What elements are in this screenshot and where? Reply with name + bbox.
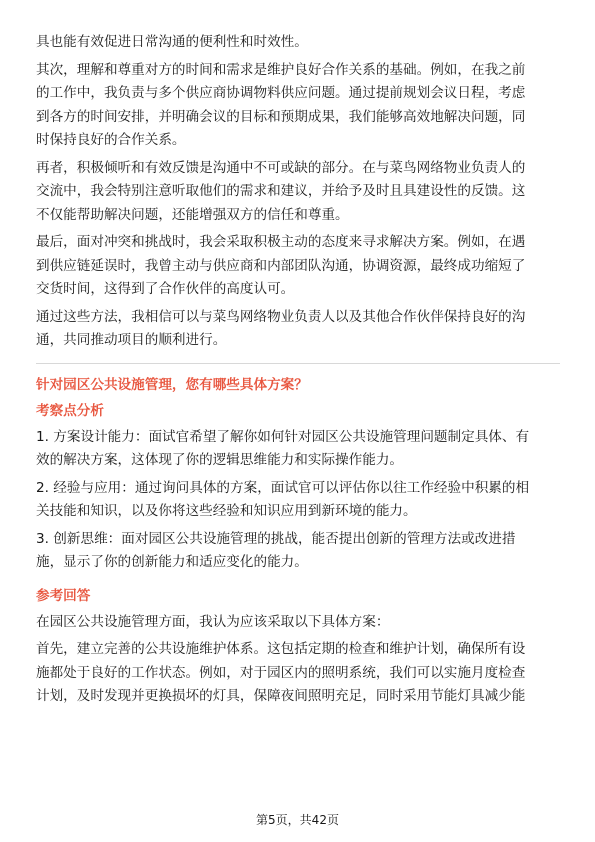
document-body xyxy=(36,31,560,713)
page-number: 第5页，共42页 xyxy=(256,813,339,827)
intro-paragraph: 最后，面对冲突和挑战时，我会采取积极主动的态度来寻求解决方案。例如，在遇 到供应链延误时，我曾主动与供应商和内部团队沟通，协调资源，最终成功缩短了 交货时间，这得到了合作伙伴的高度认可。 xyxy=(36,234,526,297)
answer-paragraph: 在园区公共设施管理方面，我认为应该采取以下具体方案： xyxy=(36,613,390,630)
analysis-item: 3. 创新思维：面对园区公共设施管理的挑战，能否提出创新的管理方法或改进措 施，显示了你的创新能力和适应变化的能力。 xyxy=(36,530,516,570)
intro-paragraph: 其次，理解和尊重对方的时间和需求是维护良好合作关系的基础。例如，在我之前 的工作中，我负责与多个供应商协调物料供应问题。通过提前规划会议日程，考虑 到各方的时间安排，并明确会议的目标和预期成果，我们能够高效地解决问题，同 时保持良好的合作关系。 xyxy=(36,61,526,148)
answer-title: 参考回答 xyxy=(36,587,91,604)
analysis-title: 考察点分析 xyxy=(36,402,104,419)
question-heading: 针对园区公共设施管理，您有哪些具体方案？ xyxy=(36,376,308,393)
answer-paragraph: 首先，建立完善的公共设施维护体系。这包括定期的检查和维护计划，确保所有设 施都处于良好的工作状态。例如，对于园区内的照明系统，我们可以实施月度检查 计划，及时发现并更换损坏的灯具，保障夜间照明充足，同时采用节能灯具减少能 xyxy=(36,641,526,704)
intro-paragraph: 通过这些方法，我相信可以与菜鸟网络物业负责人以及其他合作伙伴保持良好的沟 通，共同推动项目的顺利进行。 xyxy=(36,308,526,348)
intro-paragraph: 再者，积极倾听和有效反馈是沟通中不可或缺的部分。在与菜鸟网络物业负责人的 交流中，我会特别注意听取他们的需求和建议，并给予及时且具建设性的反馈。这 不仅能帮助解决问题，还能增强双方的信任和尊重。 xyxy=(36,159,526,223)
section-divider xyxy=(36,363,560,364)
analysis-item: 2. 经验与应用：通过询问具体的方案，面试官可以评估你以往工作经验中积累的相 关技能和知识，以及你将这些经验和知识应用到新环境的能力。 xyxy=(36,479,530,519)
intro-paragraph: 具也能有效促进日常沟通的便利性和时效性。 xyxy=(36,34,308,50)
analysis-item: 1. 方案设计能力：面试官希望了解你如何针对园区公共设施管理问题制定具体、有 效的解决方案，这体现了你的逻辑思维能力和实际操作能力。 xyxy=(36,428,530,468)
